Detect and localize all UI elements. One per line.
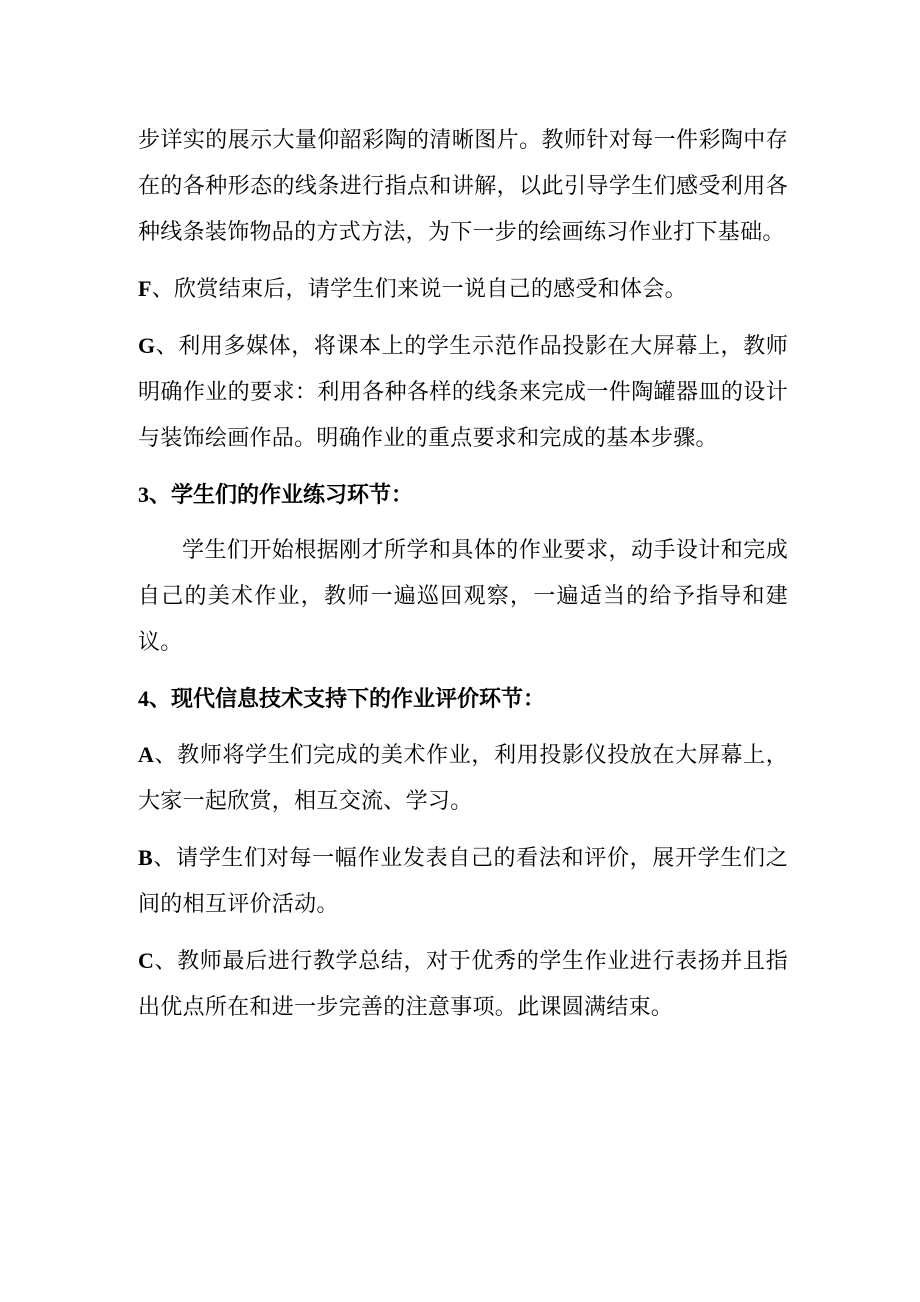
- paragraph-text: 、欣赏结束后，请学生们来说一说自己的感受和体会。: [151, 277, 687, 302]
- paragraph-continuation: [138, 118, 788, 256]
- paragraph-text: 步详实的展示大量仰韶彩陶的清晰图片。教师针对每一件彩陶中存在的各种形态的线条进行指点和讲解，以此引导学生们感受利用各种线条装饰物品的方式方法，为下一步的绘画练习作业打下基础。: [138, 128, 788, 245]
- paragraph-text: 、利用多媒体，将课本上的学生示范作品投影在大屏幕上，教师明确作业的要求：利用各种各样的线条来完成一件陶罐器皿的设计与装饰绘画作品。明确作业的重点要求和完成的基本步骤。: [138, 334, 788, 451]
- paragraph-g: [138, 323, 788, 462]
- paragraph-text: 、教师最后进行教学总结，对于优秀的学生作业进行表扬并且指出优点所在和进一步完善的注意事项。此课圆满结束。: [138, 949, 788, 1020]
- paragraph-a: [138, 732, 788, 825]
- paragraph-label: C: [138, 948, 155, 973]
- paragraph-c: [138, 938, 788, 1031]
- section-number: 4: [138, 686, 149, 711]
- paragraph-label: B: [138, 845, 153, 870]
- paragraph-label: G: [138, 333, 156, 358]
- paragraph-label: A: [138, 742, 155, 767]
- paragraph-text: 学生们开始根据刚才所学和具体的作业要求，动手设计和完成自己的美术作业，教师一遍巡回观察，一遍适当的给予指导和建议。: [138, 538, 788, 655]
- document-page: [138, 118, 788, 1041]
- section-title: 、学生们的作业练习环节：: [149, 482, 414, 508]
- paragraph-text: 、请学生们对每一幅作业发表自己的看法和评价，展开学生们之间的相互评价活动。: [138, 846, 788, 917]
- section-3-body: [138, 528, 788, 666]
- paragraph-text: 、教师将学生们完成的美术作业，利用投影仪投放在大屏幕上，大家一起欣赏，相互交流、学习。: [138, 743, 788, 814]
- section-number: 3: [138, 482, 149, 507]
- paragraph-b: [138, 835, 788, 928]
- paragraph-f: [138, 266, 788, 313]
- section-title: 、现代信息技术支持下的作业评价环节：: [149, 686, 546, 712]
- section-4-heading: [138, 676, 788, 722]
- paragraph-label: F: [138, 276, 152, 301]
- section-3-heading: [138, 472, 788, 518]
